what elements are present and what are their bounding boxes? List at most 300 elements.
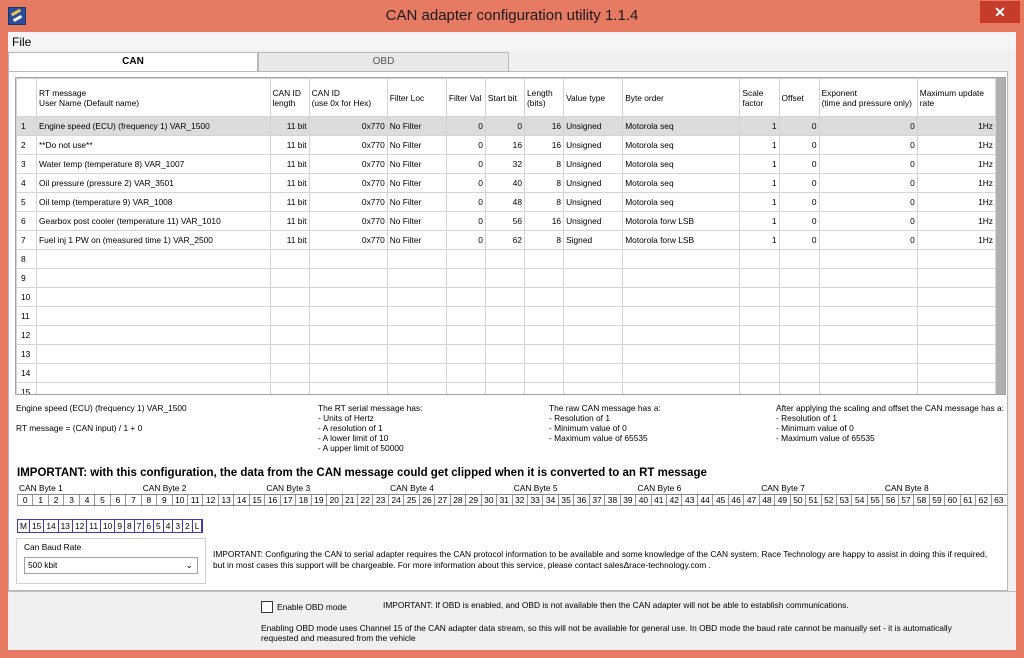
cell-max-update[interactable] xyxy=(917,307,995,326)
cell-offset[interactable] xyxy=(779,288,819,307)
cell-start-bit[interactable]: 0 xyxy=(485,117,524,136)
cell-filter-val[interactable]: 0 xyxy=(446,136,485,155)
cell-offset[interactable]: 0 xyxy=(779,117,819,136)
cell-max-update[interactable] xyxy=(917,269,995,288)
cell-filter-val[interactable] xyxy=(446,250,485,269)
bit-number: 37 xyxy=(589,495,604,505)
cell-exponent[interactable]: 0 xyxy=(819,212,917,231)
cell-max-update[interactable]: 1Hz xyxy=(917,155,995,174)
cell-offset[interactable] xyxy=(779,364,819,383)
cell-exponent[interactable] xyxy=(819,250,917,269)
table-row[interactable] xyxy=(17,307,996,326)
row-number[interactable]: 14 xyxy=(17,364,37,383)
raw-can-info: The raw CAN message has a: - Resolution of 1 - Minimum value of 0 - Maximum value of 65535 xyxy=(549,403,661,443)
row-number[interactable]: 8 xyxy=(17,250,37,269)
cell-byte-order[interactable] xyxy=(623,250,740,269)
cell-offset[interactable]: 0 xyxy=(779,155,819,174)
cell-start-bit[interactable] xyxy=(485,364,524,383)
bit-number: 11 xyxy=(187,495,202,505)
cell-rt-message[interactable]: Water temp (temperature 8) VAR_1007 xyxy=(37,155,270,174)
cell-byte-order[interactable]: Motorola forw LSB xyxy=(623,212,740,231)
cell-scale-factor[interactable] xyxy=(740,383,779,396)
row-number[interactable]: 3 xyxy=(17,155,37,174)
cell-rt-message[interactable] xyxy=(37,250,270,269)
table-row[interactable] xyxy=(17,193,996,212)
cell-start-bit[interactable] xyxy=(485,250,524,269)
table-row[interactable] xyxy=(17,174,996,193)
cell-length[interactable] xyxy=(525,250,564,269)
cell-start-bit[interactable] xyxy=(485,345,524,364)
cell-offset[interactable] xyxy=(779,307,819,326)
cell-max-update[interactable]: 1Hz xyxy=(917,136,995,155)
menu-file[interactable]: File xyxy=(12,35,32,49)
cell-rt-message[interactable] xyxy=(37,307,270,326)
cell-value-type[interactable]: Unsigned xyxy=(564,193,623,212)
cell-start-bit[interactable] xyxy=(485,383,524,396)
cell-can-id[interactable]: 0x770 xyxy=(309,155,387,174)
col-length[interactable]: Length (bits) xyxy=(525,79,564,117)
cell-filter-val[interactable] xyxy=(446,288,485,307)
cell-value-type[interactable] xyxy=(564,288,623,307)
col-can-id[interactable] xyxy=(309,79,387,117)
enable-obd-label[interactable]: Enable OBD mode xyxy=(277,602,347,612)
cell-rt-message[interactable]: Oil pressure (pressure 2) VAR_3501 xyxy=(37,174,270,193)
can-byte-header: CAN Byte 8 xyxy=(884,483,929,493)
cell-max-update[interactable] xyxy=(917,345,995,364)
bit-number: 45 xyxy=(712,495,727,505)
col-offset[interactable]: Offset xyxy=(779,79,819,117)
cell-filter-loc[interactable] xyxy=(387,269,446,288)
cell-filter-val[interactable] xyxy=(446,269,485,288)
cell-filter-val[interactable] xyxy=(446,326,485,345)
bit-number: 46 xyxy=(728,495,743,505)
cell-value-type[interactable] xyxy=(564,326,623,345)
cell-value-type[interactable]: Unsigned xyxy=(564,117,623,136)
col-exponent[interactable] xyxy=(819,79,917,117)
cell-start-bit[interactable]: 56 xyxy=(485,212,524,231)
bit-mapping-cell: 3 xyxy=(173,520,183,532)
col-rt-message[interactable] xyxy=(37,79,270,117)
cell-offset[interactable] xyxy=(779,250,819,269)
col-value-type[interactable]: Value type xyxy=(564,79,623,117)
cell-byte-order[interactable]: Motorola seq xyxy=(623,117,740,136)
cell-byte-order[interactable]: Motorola seq xyxy=(623,193,740,212)
cell-filter-loc[interactable]: No Filter xyxy=(387,193,446,212)
cell-byte-order[interactable] xyxy=(623,345,740,364)
bit-number: 16 xyxy=(264,495,279,505)
cell-offset[interactable] xyxy=(779,345,819,364)
bit-number: 50 xyxy=(790,495,805,505)
cell-can-id[interactable] xyxy=(309,269,387,288)
cell-value-type[interactable]: Unsigned xyxy=(564,155,623,174)
cell-offset[interactable] xyxy=(779,269,819,288)
cell-rt-message[interactable] xyxy=(37,269,270,288)
cell-length[interactable]: 8 xyxy=(525,155,564,174)
cell-value-type[interactable] xyxy=(564,269,623,288)
col-max-update[interactable]: Maximum update rate xyxy=(917,79,995,117)
bit-mapping-cell: 10 xyxy=(101,520,115,532)
row-number[interactable]: 13 xyxy=(17,345,37,364)
cell-start-bit[interactable] xyxy=(485,326,524,345)
bit-number: 24 xyxy=(388,495,403,505)
row-number[interactable]: 5 xyxy=(17,193,37,212)
bit-mapping-cell: 15 xyxy=(30,520,44,532)
cell-start-bit[interactable]: 48 xyxy=(485,193,524,212)
cell-exponent[interactable]: 0 xyxy=(819,174,917,193)
selected-message-name: Engine speed (ECU) (frequency 1) VAR_1500 xyxy=(16,403,187,413)
cell-start-bit[interactable]: 40 xyxy=(485,174,524,193)
cell-length[interactable]: 16 xyxy=(525,117,564,136)
cell-start-bit[interactable] xyxy=(485,288,524,307)
row-number[interactable]: 1 xyxy=(17,117,37,136)
cell-value-type[interactable] xyxy=(564,307,623,326)
cell-can-id[interactable] xyxy=(309,364,387,383)
cell-can-id-length[interactable]: 11 bit xyxy=(270,193,309,212)
cell-offset[interactable] xyxy=(779,383,819,396)
table-row[interactable] xyxy=(17,383,996,396)
table-row[interactable] xyxy=(17,345,996,364)
cell-exponent[interactable]: 0 xyxy=(819,193,917,212)
cell-can-id-length[interactable] xyxy=(270,307,309,326)
bit-number: 4 xyxy=(79,495,94,505)
conversion-formula: RT message = (CAN input) / 1 + 0 xyxy=(16,423,143,433)
cell-byte-order[interactable]: Motorola seq xyxy=(623,174,740,193)
cell-filter-loc[interactable]: No Filter xyxy=(387,212,446,231)
cell-scale-factor[interactable] xyxy=(740,269,779,288)
enable-obd-checkbox[interactable] xyxy=(261,601,273,613)
cell-length[interactable] xyxy=(525,269,564,288)
cell-offset[interactable]: 0 xyxy=(779,193,819,212)
row-number[interactable]: 11 xyxy=(17,307,37,326)
cell-exponent[interactable] xyxy=(819,383,917,396)
bit-number: 7 xyxy=(125,495,140,505)
cell-can-id[interactable] xyxy=(309,307,387,326)
cell-rt-message[interactable] xyxy=(37,326,270,345)
col-filter-loc[interactable]: Filter Loc xyxy=(387,79,446,117)
cell-max-update[interactable] xyxy=(917,383,995,396)
cell-length[interactable]: 16 xyxy=(525,136,564,155)
cell-scale-factor[interactable] xyxy=(740,345,779,364)
bit-number: 35 xyxy=(558,495,573,505)
table-row[interactable] xyxy=(17,231,996,250)
bit-number: 32 xyxy=(512,495,527,505)
cell-filter-loc[interactable] xyxy=(387,288,446,307)
cell-can-id[interactable]: 0x770 xyxy=(309,117,387,136)
cell-scale-factor[interactable]: 1 xyxy=(740,231,779,250)
cell-filter-val[interactable] xyxy=(446,307,485,326)
cell-filter-loc[interactable] xyxy=(387,326,446,345)
cell-value-type[interactable] xyxy=(564,345,623,364)
cell-exponent[interactable]: 0 xyxy=(819,117,917,136)
cell-exponent[interactable]: 0 xyxy=(819,155,917,174)
cell-byte-order[interactable] xyxy=(623,364,740,383)
cell-can-id-length[interactable]: 11 bit xyxy=(270,174,309,193)
cell-can-id-length[interactable] xyxy=(270,364,309,383)
bit-number: 29 xyxy=(465,495,480,505)
cell-filter-loc[interactable]: No Filter xyxy=(387,231,446,250)
bit-number: 41 xyxy=(651,495,666,505)
cell-exponent[interactable] xyxy=(819,288,917,307)
bit-number: 44 xyxy=(697,495,712,505)
table-row[interactable] xyxy=(17,326,996,345)
cell-can-id[interactable]: 0x770 xyxy=(309,174,387,193)
cell-filter-loc[interactable] xyxy=(387,364,446,383)
row-number[interactable]: 10 xyxy=(17,288,37,307)
cell-rt-message[interactable]: Engine speed (ECU) (frequency 1) VAR_1500 xyxy=(37,117,270,136)
col-rt-message-label: RT message User Name (Default name) xyxy=(39,87,140,108)
cell-exponent[interactable] xyxy=(819,269,917,288)
cell-filter-val[interactable]: 0 xyxy=(446,193,485,212)
cell-length[interactable]: 8 xyxy=(525,231,564,250)
cell-byte-order[interactable]: Motorola forw LSB xyxy=(623,231,740,250)
menu-bar xyxy=(8,32,1016,50)
chevron-down-icon: ⌄ xyxy=(185,560,193,570)
cell-offset[interactable]: 0 xyxy=(779,174,819,193)
cell-can-id[interactable] xyxy=(309,288,387,307)
cell-filter-val[interactable] xyxy=(446,364,485,383)
row-number[interactable]: 4 xyxy=(17,174,37,193)
cell-offset[interactable]: 0 xyxy=(779,212,819,231)
cell-exponent[interactable]: 0 xyxy=(819,231,917,250)
cell-can-id[interactable] xyxy=(309,326,387,345)
cell-can-id[interactable]: 0x770 xyxy=(309,212,387,231)
cell-max-update[interactable] xyxy=(917,364,995,383)
cell-start-bit[interactable]: 62 xyxy=(485,231,524,250)
cell-rt-message[interactable]: Oil temp (temperature 9) VAR_1008 xyxy=(37,193,270,212)
grid-header-row xyxy=(17,79,996,117)
cell-can-id-length[interactable] xyxy=(270,250,309,269)
cell-offset[interactable] xyxy=(779,326,819,345)
cell-value-type[interactable] xyxy=(564,383,623,396)
cell-filter-loc[interactable] xyxy=(387,345,446,364)
can-byte-header: CAN Byte 6 xyxy=(637,483,682,493)
cell-length[interactable] xyxy=(525,288,564,307)
cell-can-id-length[interactable] xyxy=(270,288,309,307)
col-can-id-label: CAN ID (use 0x for Hex) xyxy=(311,87,372,108)
cell-byte-order[interactable] xyxy=(623,383,740,396)
cell-can-id-length[interactable]: 11 bit xyxy=(270,155,309,174)
cell-offset[interactable]: 0 xyxy=(779,231,819,250)
cell-max-update[interactable]: 1Hz xyxy=(917,193,995,212)
bit-number: 19 xyxy=(311,495,326,505)
cell-filter-loc[interactable] xyxy=(387,307,446,326)
cell-length[interactable]: 8 xyxy=(525,193,564,212)
cell-filter-val[interactable]: 0 xyxy=(446,117,485,136)
cell-max-update[interactable]: 1Hz xyxy=(917,231,995,250)
cell-scale-factor[interactable] xyxy=(740,250,779,269)
bit-number: 63 xyxy=(991,495,1006,505)
cell-max-update[interactable]: 1Hz xyxy=(917,117,995,136)
cell-scale-factor[interactable]: 1 xyxy=(740,212,779,231)
cell-filter-val[interactable]: 0 xyxy=(446,155,485,174)
bit-number: 13 xyxy=(218,495,233,505)
bit-number: 60 xyxy=(944,495,959,505)
cell-value-type[interactable]: Unsigned xyxy=(564,174,623,193)
cell-scale-factor[interactable]: 1 xyxy=(740,155,779,174)
cell-scale-factor[interactable] xyxy=(740,326,779,345)
row-number[interactable]: 12 xyxy=(17,326,37,345)
col-can-id-length[interactable]: CAN ID length xyxy=(270,79,309,117)
close-button[interactable]: ✕ xyxy=(980,1,1020,23)
bit-mapping-cell: 12 xyxy=(73,520,87,532)
cell-rt-message[interactable]: **Do not use** xyxy=(37,136,270,155)
cell-max-update[interactable] xyxy=(917,326,995,345)
cell-rt-message[interactable] xyxy=(37,345,270,364)
cell-exponent[interactable]: 0 xyxy=(819,136,917,155)
cell-filter-val[interactable]: 0 xyxy=(446,174,485,193)
table-row[interactable] xyxy=(17,364,996,383)
cell-length[interactable] xyxy=(525,383,564,396)
cell-byte-order[interactable] xyxy=(623,288,740,307)
bit-number: 56 xyxy=(882,495,897,505)
cell-filter-loc[interactable]: No Filter xyxy=(387,117,446,136)
cell-value-type[interactable] xyxy=(564,250,623,269)
cell-offset[interactable]: 0 xyxy=(779,136,819,155)
bit-numbers-row xyxy=(17,494,1007,506)
bit-number: 3 xyxy=(63,495,78,505)
row-number[interactable]: 9 xyxy=(17,269,37,288)
tab-obd[interactable]: OBD xyxy=(258,52,509,71)
cell-start-bit[interactable] xyxy=(485,307,524,326)
cell-max-update[interactable]: 1Hz xyxy=(917,174,995,193)
cell-exponent[interactable] xyxy=(819,345,917,364)
bit-number: 17 xyxy=(280,495,295,505)
cell-value-type[interactable] xyxy=(564,364,623,383)
table-row[interactable] xyxy=(17,117,996,136)
table-row[interactable] xyxy=(17,136,996,155)
cell-length[interactable]: 8 xyxy=(525,174,564,193)
bit-mapping-cell: L xyxy=(193,520,203,532)
cell-can-id-length[interactable] xyxy=(270,383,309,396)
cell-scale-factor[interactable] xyxy=(740,307,779,326)
cell-filter-val[interactable] xyxy=(446,345,485,364)
cell-exponent[interactable] xyxy=(819,326,917,345)
cell-scale-factor[interactable]: 1 xyxy=(740,174,779,193)
row-number[interactable]: 6 xyxy=(17,212,37,231)
cell-filter-loc[interactable] xyxy=(387,383,446,396)
tab-can[interactable]: CAN xyxy=(8,52,258,72)
row-number[interactable]: 15 xyxy=(17,383,37,396)
cell-filter-val[interactable] xyxy=(446,383,485,396)
cell-start-bit[interactable] xyxy=(485,269,524,288)
obd-section xyxy=(8,591,1016,650)
cell-byte-order[interactable] xyxy=(623,269,740,288)
baud-rate-select[interactable] xyxy=(24,557,198,574)
bit-number: 5 xyxy=(94,495,109,505)
cell-byte-order[interactable] xyxy=(623,307,740,326)
table-row[interactable] xyxy=(17,155,996,174)
cell-value-type[interactable]: Unsigned xyxy=(564,136,623,155)
cell-value-type[interactable]: Signed xyxy=(564,231,623,250)
cell-exponent[interactable] xyxy=(819,364,917,383)
cell-can-id-length[interactable]: 11 bit xyxy=(270,117,309,136)
cell-can-id-length[interactable]: 11 bit xyxy=(270,136,309,155)
bit-number: 23 xyxy=(372,495,387,505)
cell-filter-val[interactable]: 0 xyxy=(446,231,485,250)
bit-mapping-cell: 9 xyxy=(115,520,125,532)
cell-byte-order[interactable]: Motorola seq xyxy=(623,136,740,155)
cell-max-update[interactable] xyxy=(917,250,995,269)
cell-scale-factor[interactable] xyxy=(740,288,779,307)
cell-can-id-length[interactable] xyxy=(270,269,309,288)
bit-number: 33 xyxy=(527,495,542,505)
cell-can-id[interactable]: 0x770 xyxy=(309,193,387,212)
rt-serial-info: The RT serial message has: - Units of Hertz - A resolution of 1 - A lower limit of 10 - A upper limit of 50000 xyxy=(318,403,423,453)
cell-rt-message[interactable]: Fuel inj 1 PW on (measured time 1) VAR_2500 xyxy=(37,231,270,250)
table-row[interactable] xyxy=(17,269,996,288)
cell-filter-loc[interactable]: No Filter xyxy=(387,136,446,155)
grid-vertical-scrollbar[interactable] xyxy=(996,78,1005,395)
cell-can-id[interactable]: 0x770 xyxy=(309,231,387,250)
cell-byte-order[interactable] xyxy=(623,326,740,345)
scaled-can-info: After applying the scaling and offset the CAN message has a: - Resolution of 1 - Minimum value of 0 - Maximum value of 65535 xyxy=(776,403,1004,443)
row-number[interactable]: 2 xyxy=(17,136,37,155)
cell-can-id[interactable] xyxy=(309,250,387,269)
cell-length[interactable] xyxy=(525,364,564,383)
can-byte-map xyxy=(17,483,1007,506)
cell-can-id-length[interactable] xyxy=(270,345,309,364)
col-filter-val[interactable]: Filter Val xyxy=(446,79,485,117)
cell-can-id[interactable] xyxy=(309,345,387,364)
baud-rate-value: 500 kbit xyxy=(28,560,58,570)
cell-scale-factor[interactable]: 1 xyxy=(740,193,779,212)
bit-mapping-cell: 2 xyxy=(183,520,193,532)
bit-number: 40 xyxy=(635,495,650,505)
cell-start-bit[interactable]: 16 xyxy=(485,136,524,155)
cell-rt-message[interactable]: Gearbox post cooler (temperature 11) VAR_1010 xyxy=(37,212,270,231)
cell-filter-loc[interactable]: No Filter xyxy=(387,174,446,193)
cell-can-id[interactable] xyxy=(309,383,387,396)
cell-can-id-length[interactable] xyxy=(270,326,309,345)
cell-scale-factor[interactable]: 1 xyxy=(740,136,779,155)
cell-filter-loc[interactable] xyxy=(387,250,446,269)
cell-length[interactable] xyxy=(525,326,564,345)
table-row[interactable] xyxy=(17,288,996,307)
cell-rt-message[interactable] xyxy=(37,383,270,396)
cell-length[interactable] xyxy=(525,345,564,364)
cell-rt-message[interactable] xyxy=(37,364,270,383)
bit-number: 34 xyxy=(542,495,557,505)
table-row[interactable] xyxy=(17,212,996,231)
cell-length[interactable]: 16 xyxy=(525,212,564,231)
cell-filter-loc[interactable]: No Filter xyxy=(387,155,446,174)
cell-scale-factor[interactable] xyxy=(740,364,779,383)
col-scale-factor[interactable]: Scale factor xyxy=(740,79,779,117)
cell-exponent[interactable] xyxy=(819,307,917,326)
cell-max-update[interactable]: 1Hz xyxy=(917,212,995,231)
cell-byte-order[interactable]: Motorola seq xyxy=(623,155,740,174)
bit-mapping-cell: M xyxy=(18,520,30,532)
clipping-warning: IMPORTANT: with this configuration, the data from the CAN message could get clipped when it is converted to an RT message xyxy=(17,467,707,479)
can-byte-header: CAN Byte 5 xyxy=(513,483,558,493)
cell-can-id-length[interactable]: 11 bit xyxy=(270,212,309,231)
row-number[interactable]: 7 xyxy=(17,231,37,250)
cell-value-type[interactable]: Unsigned xyxy=(564,212,623,231)
bit-number: 61 xyxy=(960,495,975,505)
cell-can-id[interactable]: 0x770 xyxy=(309,136,387,155)
bit-mapping-cell: 7 xyxy=(135,520,145,532)
cell-max-update[interactable] xyxy=(917,288,995,307)
cell-rt-message[interactable] xyxy=(37,288,270,307)
col-start-bit[interactable]: Start bit xyxy=(485,79,524,117)
cell-length[interactable] xyxy=(525,307,564,326)
table-row[interactable] xyxy=(17,250,996,269)
cell-start-bit[interactable]: 32 xyxy=(485,155,524,174)
col-byte-order[interactable]: Byte order xyxy=(623,79,740,117)
cell-filter-val[interactable]: 0 xyxy=(446,212,485,231)
cell-scale-factor[interactable]: 1 xyxy=(740,117,779,136)
cell-can-id-length[interactable]: 11 bit xyxy=(270,231,309,250)
